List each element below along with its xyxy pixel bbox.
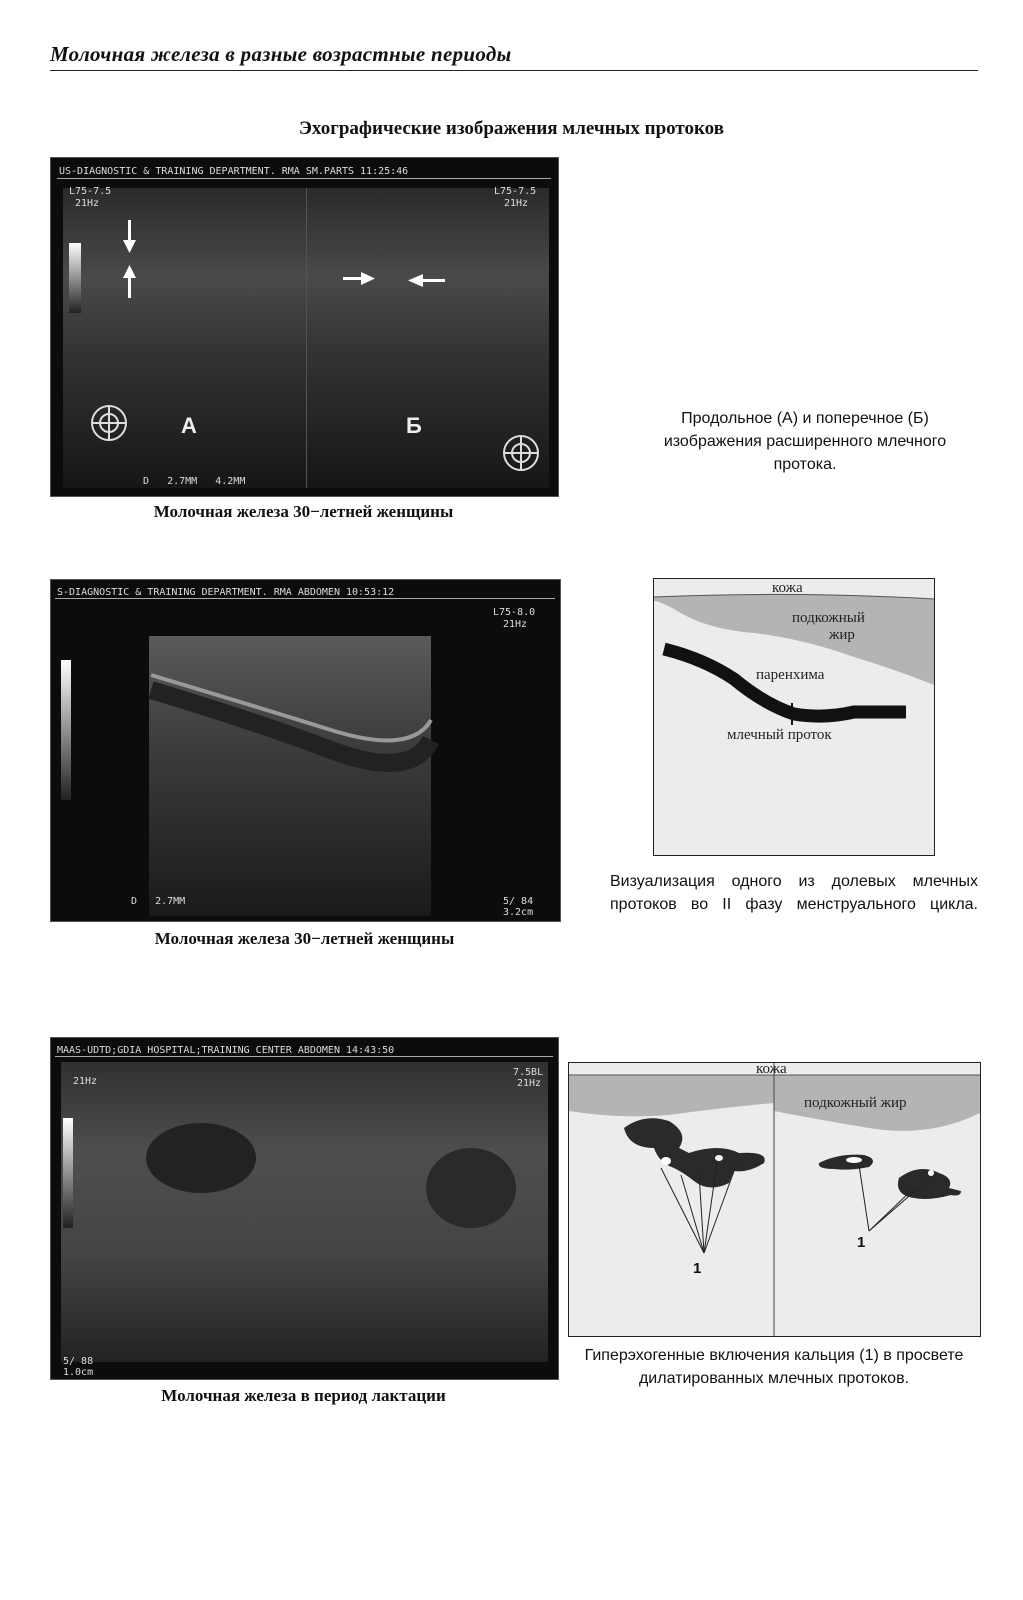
label-fat-line1: подкожный — [792, 610, 865, 626]
running-head: Молочная железа в разные возрастные периоды — [50, 42, 512, 66]
depth-bottom: 3.2cm — [503, 907, 534, 918]
section-title: Эхографические изображения млечных протоков — [299, 118, 724, 139]
label-duct: млечный проток — [727, 727, 832, 743]
ultrasound-image-3 — [50, 1037, 559, 1380]
probe-right: L75-7.5 — [494, 186, 537, 197]
probe-orientation-icon — [504, 436, 538, 470]
probe-left: L75-7.5 — [69, 186, 112, 197]
figure-side-text-2: Визуализация одного из долевых млечных протоков во II фазу менструального цикла. — [610, 873, 978, 913]
freq-left: 21Hz — [75, 198, 100, 209]
figure-caption-3: Молочная железа в период лактации — [161, 1386, 446, 1405]
depth-top: 5/ 88 — [63, 1356, 94, 1367]
calcium-inclusion — [715, 1155, 723, 1161]
probe: L75-8.0 — [493, 607, 536, 618]
gray-scale-bar — [63, 1118, 73, 1228]
header-rule — [50, 70, 978, 71]
us-header-rule — [55, 598, 555, 599]
dark-region — [146, 1123, 256, 1193]
marker-1-left: 1 — [693, 1260, 702, 1277]
label-fat-line2: жир — [829, 627, 855, 643]
figure-caption-1: Молочная железа 30−летней женщины — [153, 502, 454, 521]
depth-top: 5/ 84 — [503, 896, 534, 907]
label-parenchyma: паренхима — [756, 667, 825, 683]
label-a: А — [181, 413, 197, 438]
marker-1-right: 1 — [857, 1234, 866, 1251]
us-header-text: MAAS-UDTD;GDIA HOSPITAL;TRAINING CENTER ABDOMEN 14:43:50 — [57, 1045, 395, 1056]
freq-left: 21Hz — [73, 1076, 98, 1087]
calcium-inclusion — [928, 1170, 934, 1176]
calcium-inclusion — [661, 1157, 671, 1165]
freq-right: 21Hz — [517, 1078, 542, 1089]
us-header-rule — [55, 1056, 553, 1057]
split-line — [306, 188, 307, 488]
label-b: Б — [406, 413, 422, 438]
calcium-inclusion — [846, 1157, 862, 1163]
label-fat: подкожный жир — [804, 1095, 907, 1111]
calcium-diagram — [568, 1062, 981, 1337]
depth-bottom: 1.0cm — [63, 1367, 94, 1378]
dilated-duct-right — [819, 1155, 873, 1170]
label-skin: кожа — [772, 580, 803, 596]
dilated-duct-left — [624, 1118, 765, 1187]
figure-caption-2: Молочная железа 30−летней женщины — [154, 929, 455, 948]
scan-area — [149, 636, 431, 916]
us-header-text: S-DIAGNOSTIC & TRAINING DEPARTMENT. RMA ABDOMEN 10:53:12 — [57, 587, 395, 598]
probe-orientation-icon — [92, 406, 126, 440]
gray-scale-bar — [61, 660, 71, 800]
probe-right: 7.5BL — [513, 1067, 544, 1078]
label-skin: кожа — [756, 1063, 787, 1077]
figure-side-text-1: Продольное (А) и поперечное (Б) изображения расширенного млечного протока. — [663, 410, 947, 473]
ultrasound-image-1 — [50, 157, 559, 497]
ultrasound-image-2 — [50, 579, 561, 922]
figure-side-text-3: Гиперэхогенные включения кальция (1) в просвете дилатированных млечных протоков. — [584, 1347, 964, 1387]
us-header-text: US-DIAGNOSTIC & TRAINING DEPARTMENT. RMA SM.PARTS 11:25:46 — [59, 166, 409, 177]
measurement-readout: D 2.7MM — [131, 896, 186, 907]
measurement-readout: D 2.7MM 4.2MM — [143, 476, 246, 487]
duct-diagram — [653, 578, 935, 856]
dark-region — [426, 1148, 516, 1228]
freq-right: 21Hz — [504, 198, 529, 209]
us-header-rule — [57, 178, 551, 179]
freq: 21Hz — [503, 619, 528, 630]
gray-scale-bar — [69, 243, 81, 313]
